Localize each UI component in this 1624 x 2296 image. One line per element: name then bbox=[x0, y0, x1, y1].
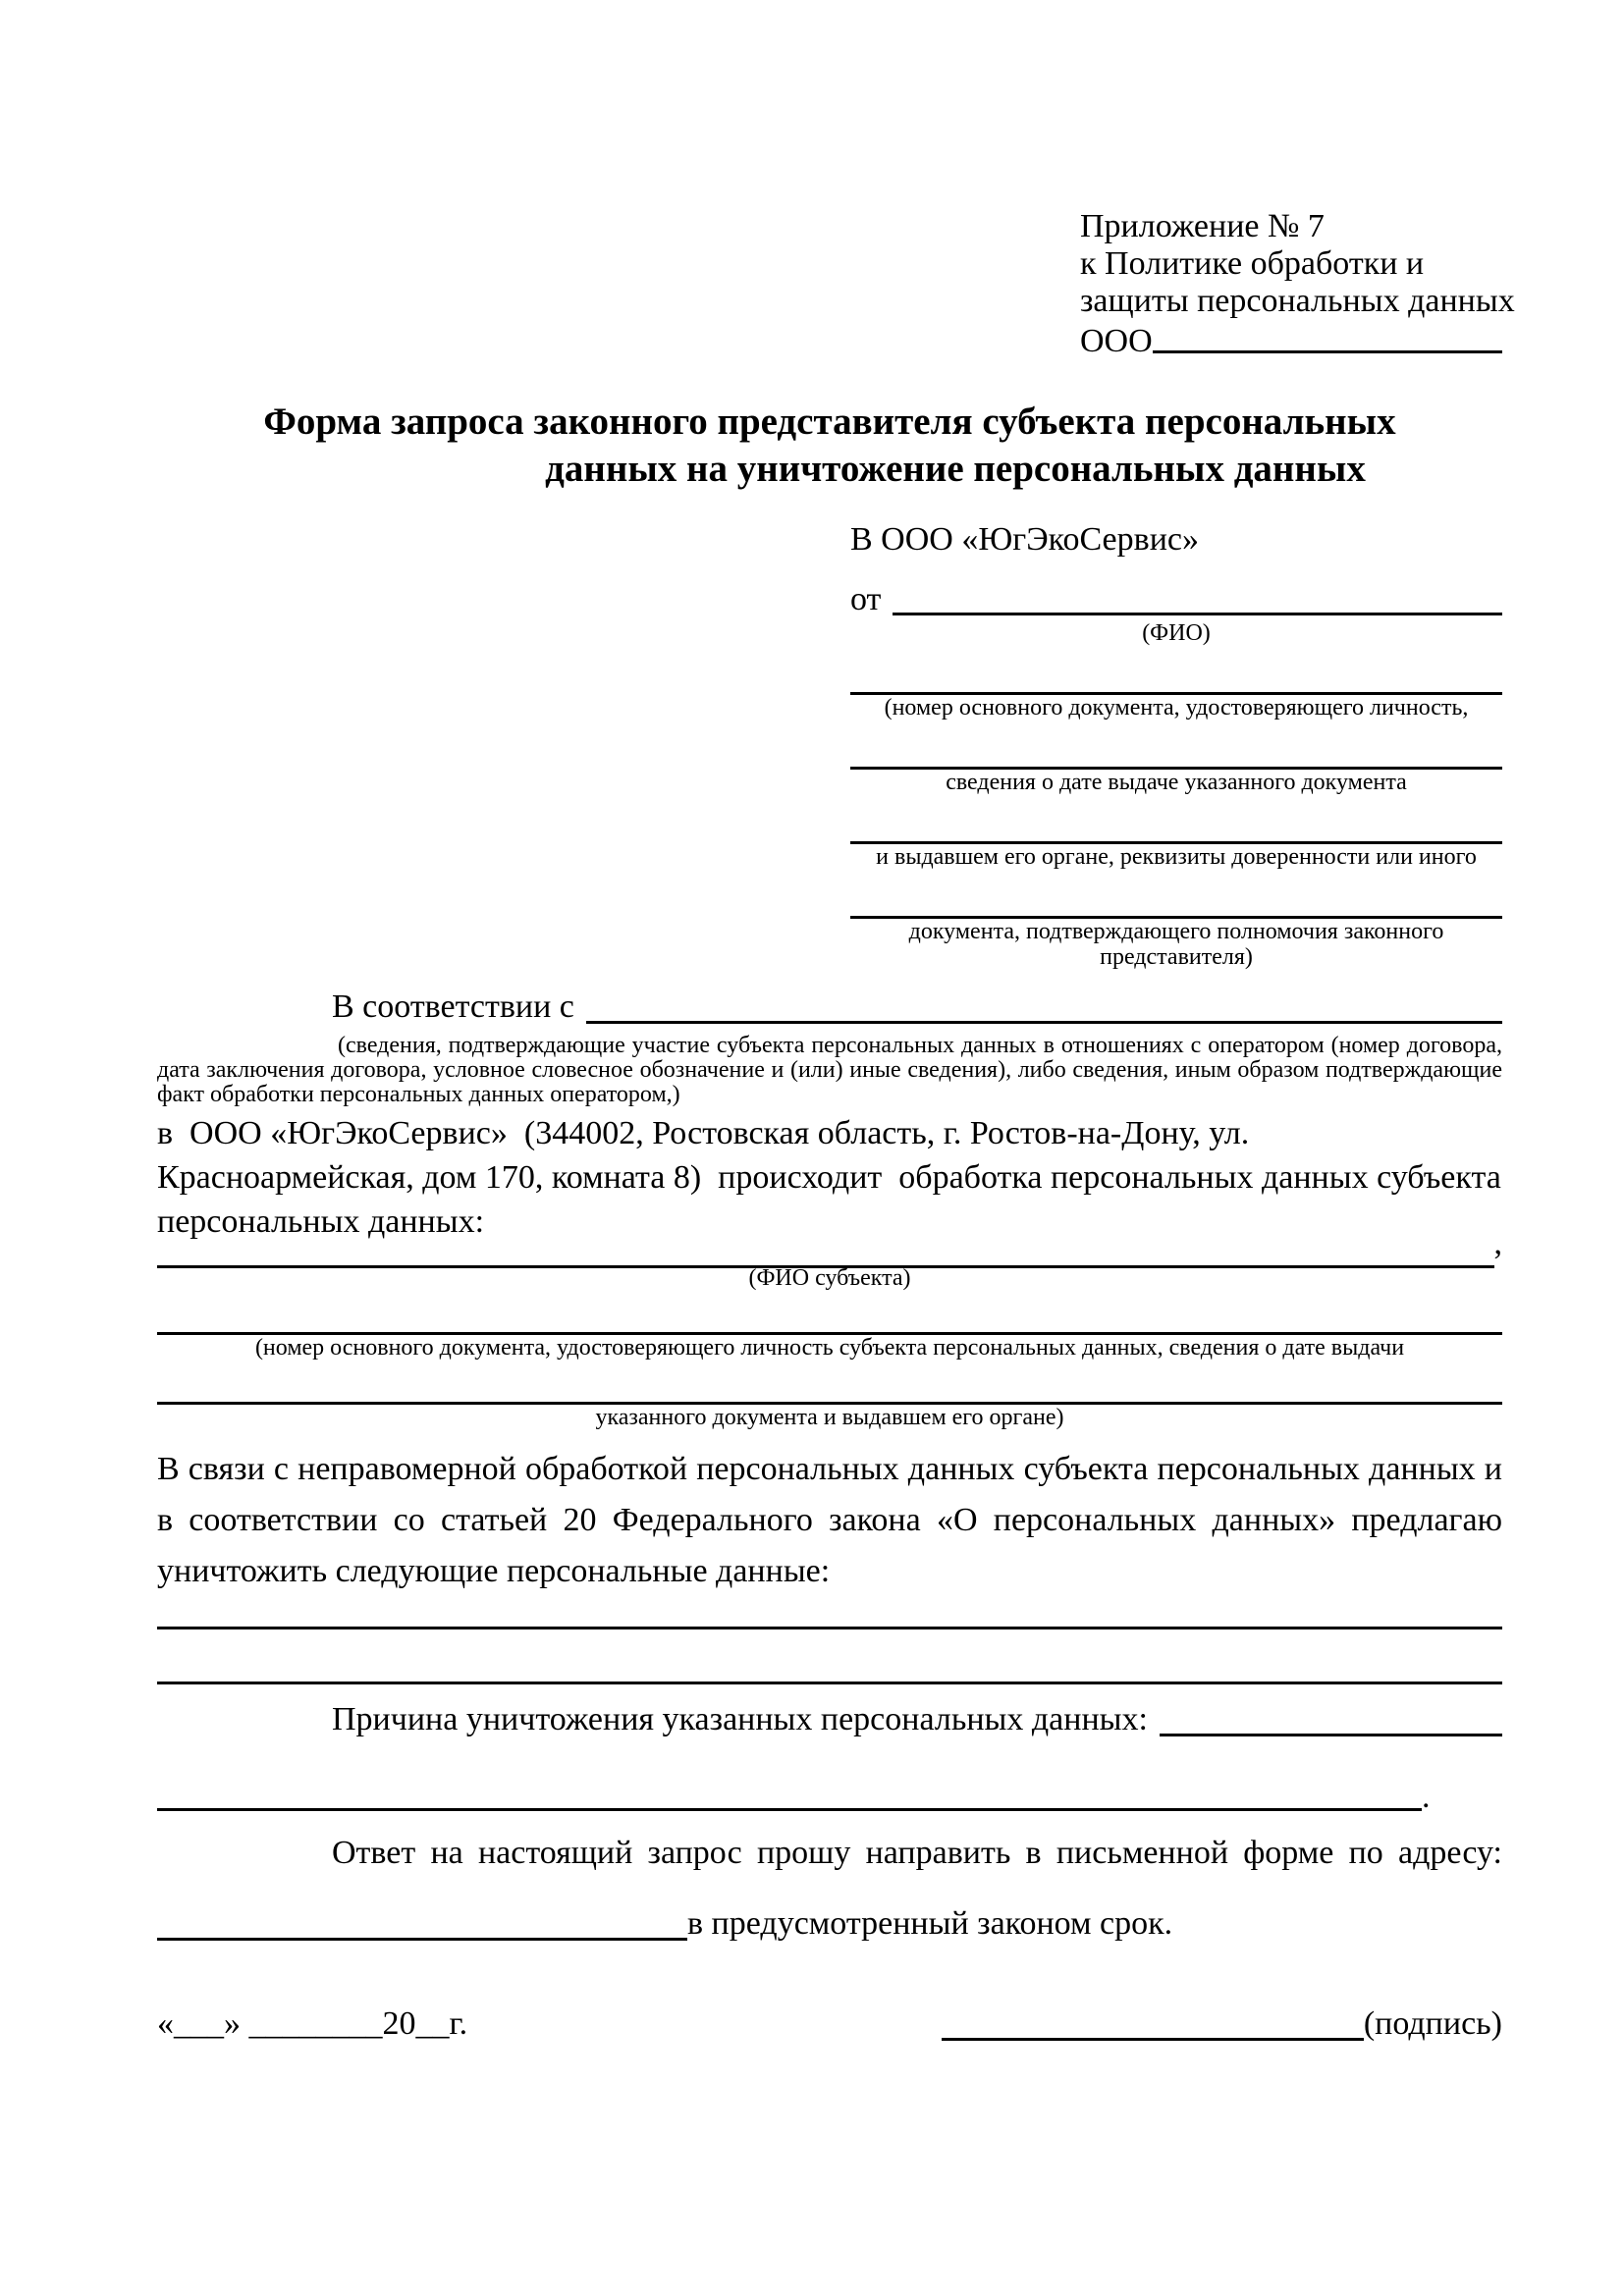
subject-fio-caption: (ФИО субъекта) bbox=[748, 1265, 911, 1291]
appendix-line-3: защиты персональных данных bbox=[1080, 283, 1515, 319]
addressee-block bbox=[850, 518, 1502, 970]
appendix-line-1: Приложение № 7 bbox=[1080, 208, 1325, 244]
appendix-line-2: к Политике обработки и bbox=[1080, 245, 1425, 282]
from-row bbox=[850, 579, 1502, 620]
reason-continuation-blank[interactable] bbox=[157, 1787, 1422, 1811]
representative-doc-caption-4: документа, подтверждающего полномочия законного представителя) bbox=[908, 919, 1444, 970]
reason-blank[interactable] bbox=[1160, 1698, 1502, 1736]
according-blank[interactable] bbox=[586, 986, 1502, 1024]
form-title-line-1: Форма запроса законного представителя субъекта персональных bbox=[263, 400, 1396, 443]
signature-caption: (подпись) bbox=[1363, 2005, 1502, 2042]
demand-paragraph: В связи с неправомерной обработкой персональных данных субъекта персональных данных и в соответствии со статьей 20 Федерального закона «О персональных данных» предлагаю уничтожить следующие персональные данные: bbox=[157, 1451, 1502, 1589]
company-name-blank[interactable] bbox=[1153, 320, 1502, 353]
subject-fio-row bbox=[157, 1225, 1502, 1265]
reply-paragraph: Ответ на настоящий запрос прошу направить в письменной форме по адресу: bbox=[332, 1835, 1502, 1871]
from-label: от bbox=[850, 581, 882, 617]
form-title bbox=[157, 399, 1502, 493]
company-row bbox=[1080, 320, 1502, 357]
from-name-blank[interactable] bbox=[893, 579, 1502, 615]
period: . bbox=[1422, 1779, 1431, 1815]
operator-paragraph: в ООО «ЮгЭкоСервис» (344002, Ростовская область, г. Ростов-на-Дону, ул. Красноармейская, дом 170, комната 8) происходит обработка персональных данных субъекта персональных данных: bbox=[157, 1115, 1510, 1240]
reason-row bbox=[157, 1698, 1502, 1741]
representative-doc-blank-2[interactable] bbox=[850, 721, 1502, 770]
reply-address-row bbox=[157, 1902, 1502, 1946]
reason-continuation-row bbox=[157, 1779, 1502, 1815]
subject-doc-blank-1[interactable] bbox=[157, 1291, 1502, 1335]
representative-doc-caption-3: и выдавшем его органе, реквизиты доверенности или иного bbox=[876, 844, 1477, 870]
from-gap bbox=[881, 579, 893, 620]
personal-data-blank-1[interactable] bbox=[157, 1627, 1502, 1629]
form-title-line-2: данных на уничтожение персональных данных bbox=[545, 448, 1366, 490]
according-gap bbox=[574, 986, 586, 1029]
appendix-block bbox=[1080, 208, 1515, 359]
date-line: «___» ________20__г. bbox=[157, 2005, 468, 2042]
representative-doc-blank-1[interactable] bbox=[850, 646, 1502, 695]
footer bbox=[157, 2002, 1502, 2046]
reply-suffix: в предусмотренный законом срок. bbox=[687, 1905, 1173, 1942]
representative-doc-blank-3[interactable] bbox=[850, 795, 1502, 844]
representative-doc-blank-4[interactable] bbox=[850, 870, 1502, 919]
representative-doc-caption-1: (номер основного документа, удостоверяющего личность, bbox=[884, 695, 1469, 721]
reply-address-blank[interactable] bbox=[157, 1902, 687, 1941]
signature-row bbox=[942, 2002, 1502, 2046]
fio-caption: (ФИО) bbox=[1142, 620, 1211, 646]
reason-label: Причина уничтожения указанных персональных данных: bbox=[332, 1701, 1148, 1737]
company-prefix: ООО bbox=[1080, 323, 1153, 359]
addressee-to: В ООО «ЮгЭкоСервис» bbox=[850, 521, 1199, 558]
personal-data-blank-2[interactable] bbox=[157, 1682, 1502, 1684]
subject-doc-caption-2: указанного документа и выдавшем его органе) bbox=[595, 1405, 1064, 1430]
according-note: (сведения, подтверждающие участие субъекта персональных данных в отношениях с оператором (номер договора, дата заключения договора, условное словесное обозначение и (или) иные сведения), либо сведения, иным образом подтверждающие факт обработки персональных данных оператором,) bbox=[157, 1033, 1502, 1107]
subject-doc-blank-2[interactable] bbox=[157, 1361, 1502, 1405]
representative-doc-caption-2: сведения о дате выдаче указанного документа bbox=[946, 770, 1407, 795]
reason-gap bbox=[1148, 1698, 1160, 1741]
signature-blank[interactable] bbox=[942, 2002, 1364, 2041]
comma: , bbox=[1493, 1225, 1502, 1261]
according-label: В соответствии с bbox=[332, 988, 574, 1025]
according-row bbox=[157, 986, 1502, 1029]
subject-doc-caption-1: (номер основного документа, удостоверяющего личность субъекта персональных данных, сведения о дате выдачи bbox=[254, 1335, 1405, 1361]
